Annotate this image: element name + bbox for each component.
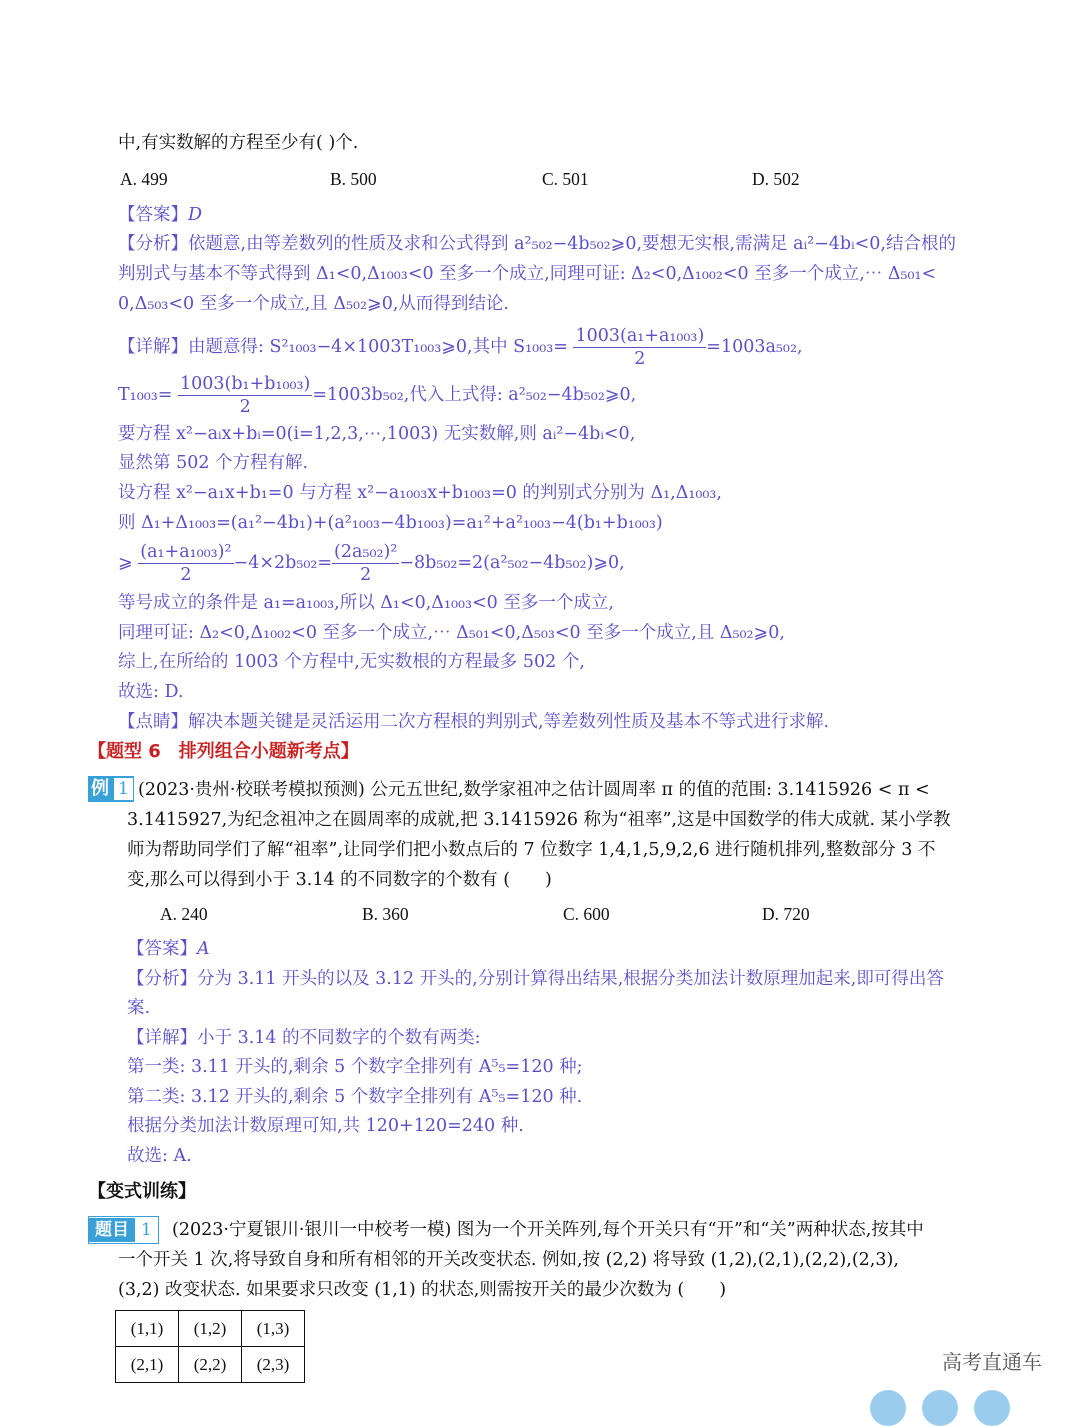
option-d: D. 502 — [752, 169, 800, 189]
example-stem-line-4: 变,那么可以得到小于 3.14 的不同数字的个数有 ( ) — [127, 870, 552, 890]
watermark: 高考直通车 — [942, 1350, 1042, 1374]
analysis-text: 分为 3.11 开头的以及 3.12 开头的,分别计算得出结果,根据分类加法计数原理加起来,即可得出答 — [197, 969, 944, 989]
detail-text: T₁₀₀₃= — [118, 385, 173, 405]
fraction-denominator: 2 — [634, 349, 646, 369]
detail-text: =1003a₅₀₂, — [706, 337, 803, 357]
example-badge-number: 1 — [114, 778, 133, 800]
exercise-badge-word: 题目 — [89, 1218, 135, 1242]
grid-cell: (1,2) — [179, 1311, 242, 1347]
analysis-text: 依题意,由等差数列的性质及求和公式得到 a²₅₀₂−4b₅₀₂⩾0,要想无实根,需满足 aᵢ²−4bᵢ<0,结合根的 — [188, 234, 956, 254]
question-stem-tail: 中,有实数解的方程至少有( )个. — [118, 133, 359, 153]
table-row — [116, 1311, 305, 1347]
answer-line — [118, 203, 202, 227]
fraction-denominator: 2 — [360, 565, 372, 585]
detail-label: 【详解】 — [127, 1028, 197, 1048]
detail-line-6: 则 Δ₁+Δ₁₀₀₃=(a₁²−4b₁)+(a²₁₀₀₃−4b₁₀₀₃)=a₁²+a²₁₀₀₃−4(b₁+b₁₀₀₃) — [118, 513, 663, 533]
example-option-c: C. 600 — [563, 904, 610, 924]
detail-line-10: 综上,在所给的 1003 个方程中,无实数根的方程最多 502 个, — [118, 652, 585, 672]
detail-line-5: 设方程 x²−a₁x+b₁=0 与方程 x²−a₁₀₀₃x+b₁₀₀₃=0 的判别式分别为 Δ₁,Δ₁₀₀₃, — [118, 483, 722, 503]
detail-text: =1003b₅₀₂,代入上式得: a²₅₀₂−4b₅₀₂⩾0, — [312, 385, 637, 405]
example-detail-line-4: 根据分类加法计数原理可知,共 120+120=240 种. — [127, 1116, 524, 1136]
decorative-circle — [870, 1390, 906, 1426]
fraction — [138, 541, 233, 586]
point-line — [118, 710, 829, 734]
example-detail-line-3: 第二类: 3.12 开头的,剩余 5 个数字全排列有 A⁵₅=120 种. — [127, 1087, 583, 1107]
example-stem-line-2: 3.1415927,为纪念祖冲之在圆周率的成就,把 3.1415926 称为“祖率”,这是中国数学的伟大成就. 某小学教 — [127, 810, 951, 830]
example-badge — [88, 776, 134, 802]
detail-line-3: 要方程 x²−aᵢx+bᵢ=0(i=1,2,3,⋯,1003) 无实数解,则 aᵢ²−4bᵢ<0, — [118, 424, 636, 444]
fraction-numerator: (a₁+a₁₀₀₃)² — [140, 542, 232, 562]
grid-cell: (2,3) — [242, 1347, 305, 1383]
fraction-numerator: (2a₅₀₂)² — [334, 542, 398, 562]
grid-cell: (1,3) — [242, 1311, 305, 1347]
point-label: 【点睛】 — [118, 712, 188, 732]
example-analysis-line-1 — [127, 967, 944, 991]
detail-line-4: 显然第 502 个方程有解. — [118, 453, 309, 473]
answer-value: A — [197, 939, 210, 959]
decorative-circle — [922, 1390, 958, 1426]
analysis-line-2: 判别式与基本不等式得到 Δ₁<0,Δ₁₀₀₃<0 至多一个成立,同理可证: Δ₂<0,Δ₁₀₀₂<0 至多一个成立,⋯ Δ₅₀₁< — [118, 264, 937, 284]
exercise-stem-line-2: 一个开关 1 次,将导致自身和所有相邻的开关改变状态. 例如,按 (2,2) 将导致 (1,2),(2,1),(2,2),(2,3), — [118, 1250, 899, 1270]
example-detail-line-1 — [127, 1026, 481, 1050]
answer-label: 【答案】 — [127, 939, 197, 959]
detail-line-1 — [118, 322, 803, 372]
example-analysis-line-2: 案. — [127, 998, 151, 1018]
fraction-numerator: 1003(a₁+a₁₀₀₃) — [575, 326, 705, 346]
detail-text: ⩾ — [118, 553, 133, 573]
detail-line-7 — [118, 538, 625, 588]
analysis-label: 【分析】 — [127, 969, 197, 989]
option-c: C. 501 — [542, 169, 589, 189]
grid-cell: (1,1) — [116, 1311, 179, 1347]
detail-line-11: 故选: D. — [118, 682, 184, 702]
detail-text: 由题意得: S²₁₀₀₃−4×1003T₁₀₀₃⩾0,其中 S₁₀₀₃= — [188, 337, 568, 357]
detail-line-2 — [118, 370, 636, 420]
example-stem-line-3: 师为帮助同学们了解“祖率”,让同学们把小数点后的 7 位数字 1,4,1,5,9,2,6 进行随机排列,整数部分 3 不 — [127, 840, 936, 860]
fraction — [332, 541, 399, 586]
detail-line-9: 同理可证: Δ₂<0,Δ₁₀₀₂<0 至多一个成立,⋯ Δ₅₀₁<0,Δ₅₀₃<0 至多一个成立,且 Δ₅₀₂⩾0, — [118, 623, 785, 643]
exercise-badge-number: 1 — [141, 1220, 152, 1240]
option-b: B. 500 — [330, 169, 377, 189]
grid-cell: (2,2) — [179, 1347, 242, 1383]
example-option-d: D. 720 — [762, 904, 810, 924]
point-text: 解决本题关键是灵活运用二次方程根的判别式,等差数列性质及基本不等式进行求解. — [188, 712, 830, 732]
fraction — [178, 373, 312, 418]
fraction-denominator: 2 — [239, 397, 251, 417]
grid-cell: (2,1) — [116, 1347, 179, 1383]
example-detail-line-5: 故选: A. — [127, 1146, 192, 1166]
example-badge-word: 例 — [91, 778, 109, 799]
example-option-b: B. 360 — [362, 904, 409, 924]
example-option-a: A. 240 — [160, 904, 208, 924]
exercise-stem-line-3: (3,2) 改变状态. 如果要求只改变 (1,1) 的状态,则需按开关的最少次数为 ( ) — [118, 1280, 727, 1300]
detail-text: −4×2b₅₀₂= — [233, 553, 333, 573]
analysis-line-1 — [118, 232, 956, 256]
exercise-stem-line-1: (2023·宁夏银川·银川一中校考一模) 图为一个开关阵列,每个开关只有“开”和“关”两种状态,按其中 — [172, 1220, 924, 1240]
topic-heading: 【题型 6 排列组合小题新考点】 — [88, 741, 359, 762]
variant-heading: 【变式训练】 — [88, 1181, 196, 1202]
fraction — [573, 325, 706, 370]
decorative-circle — [974, 1390, 1010, 1426]
answer-label: 【答案】 — [118, 205, 188, 225]
analysis-line-3: 0,Δ₅₀₃<0 至多一个成立,且 Δ₅₀₂⩾0,从而得到结论. — [118, 294, 509, 314]
example-answer-line — [127, 937, 210, 961]
table-row — [116, 1347, 305, 1383]
switch-grid — [115, 1310, 305, 1383]
detail-line-8: 等号成立的条件是 a₁=a₁₀₀₃,所以 Δ₁<0,Δ₁₀₀₃<0 至多一个成立, — [118, 593, 614, 613]
option-a: A. 499 — [120, 169, 168, 189]
fraction-denominator: 2 — [180, 565, 192, 585]
detail-text: −8b₅₀₂=2(a²₅₀₂−4b₅₀₂)⩾0, — [399, 553, 625, 573]
example-stem-line-1: (2023·贵州·校联考模拟预测) 公元五世纪,数学家祖冲之估计圆周率 π 的值的范围: 3.1415926 < π < — [138, 780, 930, 800]
answer-value: D — [188, 205, 203, 225]
fraction-numerator: 1003(b₁+b₁₀₀₃) — [179, 374, 311, 394]
example-detail-line-2: 第一类: 3.11 开头的,剩余 5 个数字全排列有 A⁵₅=120 种; — [127, 1057, 583, 1077]
exercise-badge — [88, 1216, 159, 1244]
detail-text: 小于 3.14 的不同数字的个数有两类: — [197, 1028, 481, 1048]
detail-label: 【详解】 — [118, 337, 188, 357]
analysis-label: 【分析】 — [118, 234, 188, 254]
